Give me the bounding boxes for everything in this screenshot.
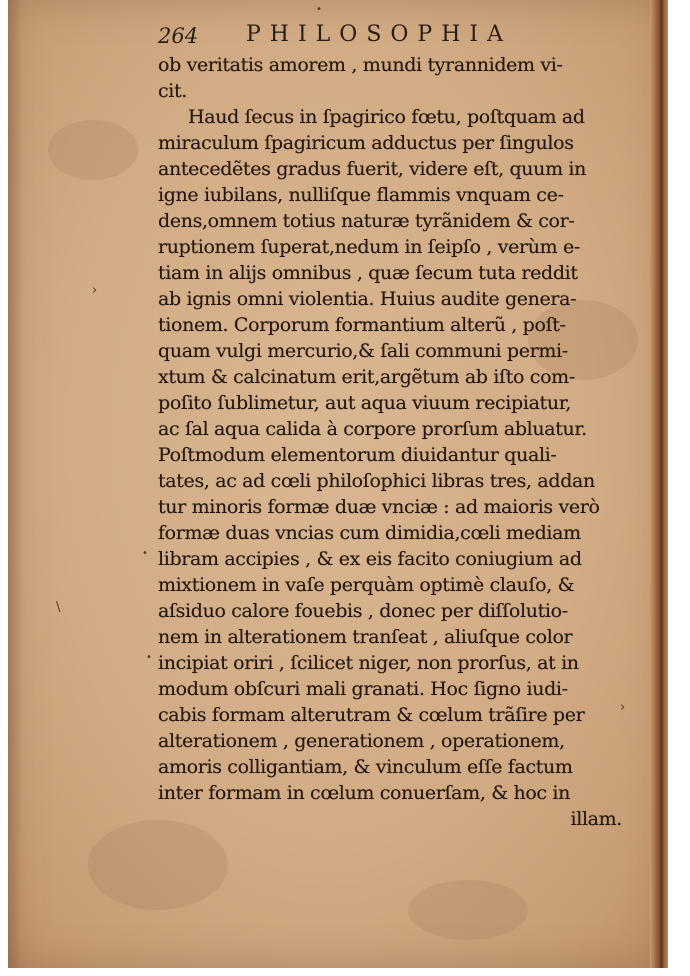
text-line: xtum & calcinatum erit,argẽtum ab iſto com- — [158, 366, 575, 388]
text-line: modum obſcuri mali granati. Hoc ſigno iudi- — [158, 678, 568, 700]
text-line: tur minoris formæ duæ vnciæ : ad maioris verò — [158, 496, 600, 518]
text-line: miraculum ſpagiricum adductus per ſingulos — [158, 132, 574, 154]
text-line: illam. — [570, 808, 622, 830]
running-title: PHILOSOPHIA — [246, 22, 512, 47]
text-line: inter formam in cœlum conuerſam, & hoc in — [158, 782, 571, 804]
text-line: tionem. Corporum formantium alterũ , poſt- — [158, 314, 566, 336]
book-edge — [650, 0, 668, 968]
text-line: ab ignis omni violentia. Huius audite genera- — [158, 288, 577, 310]
body-text — [158, 52, 628, 832]
left-gutter-shadow — [8, 0, 22, 968]
text-line: ac ſal aqua calida à corpore prorſum abluatur. — [158, 418, 587, 440]
paper-stain — [88, 820, 228, 910]
text-line: ruptionem ſuperat,nedum in ſeipſo , verùm e- — [158, 236, 580, 258]
text-line: libram accipies , & ex eis facito coniugium ad — [158, 548, 582, 570]
text-line: nem in alterationem tranſeat , aliuſque color — [158, 626, 573, 648]
margin-mark: \ — [56, 600, 61, 615]
text-line: aſsiduo calore fouebis , donec per diſſolutio- — [158, 600, 568, 622]
text-line: dens,omnem totius naturæ tyrãnidem & cor- — [158, 210, 575, 232]
text-line: poſito ſublimetur, aut aqua viuum recipiatur, — [158, 392, 572, 414]
text-line: Poſtmodum elementorum diuidantur quali- — [158, 444, 557, 466]
text-line: Haud ſecus in ſpagirico fœtu, poſtquam ad — [188, 106, 585, 128]
text-line: tates, ac ad cœli philoſophici libras tres, addan — [158, 470, 595, 492]
paper-stain — [48, 120, 138, 180]
text-line: cit. — [158, 80, 187, 102]
text-line: antecedẽtes gradus fuerit, videre eſt, quum in — [158, 158, 587, 180]
text-line: ob veritatis amorem , mundi tyrannidem vi- — [158, 54, 563, 76]
text-line: mixtionem in vaſe perquàm optimè clauſo, & — [158, 574, 575, 596]
text-line: igne iubilans, nulliſque flammis vnquam ce- — [158, 184, 564, 206]
page-number: 264 — [158, 24, 199, 48]
margin-mark: • — [142, 548, 148, 559]
text-line: cabis formam alterutram & cœlum trãſire per — [158, 704, 585, 726]
paper-stain — [408, 880, 528, 940]
margin-mark: • — [146, 652, 152, 663]
margin-mark: › — [620, 700, 626, 715]
ink-speck: • — [316, 4, 322, 15]
text-line: amoris colligantiam, & vinculum eſſe factum — [158, 756, 573, 778]
book-edge-line — [661, 0, 663, 968]
page-header — [158, 20, 618, 54]
text-line: alterationem , generationem , operationem, — [158, 730, 565, 752]
text-line: formæ duas vncias cum dimidia,cœli mediam — [158, 522, 581, 544]
text-line: quam vulgi mercurio,& ſali communi permi- — [158, 340, 568, 362]
margin-mark: › — [92, 283, 98, 298]
text-line: incipiat oriri , ſcilicet niger, non prorſus, at in — [158, 652, 579, 674]
text-line: tiam in alijs omnibus , quæ ſecum tuta reddit — [158, 262, 578, 284]
